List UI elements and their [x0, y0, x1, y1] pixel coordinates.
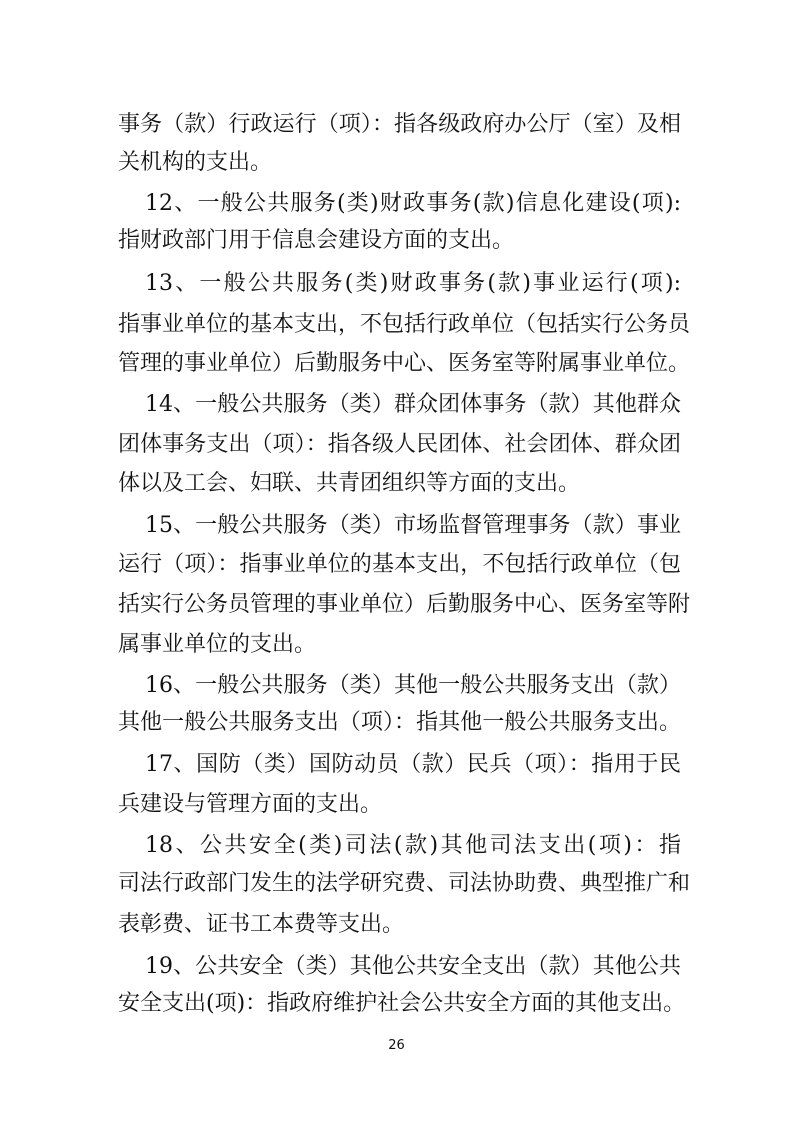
text-line: 体以及工会、妇联、共青团组织等方面的支出。: [118, 471, 581, 496]
text-line: 兵建设与管理方面的支出。: [118, 792, 383, 817]
text-line: 事务（款）行政运行（项）：指各级政府办公厅（室）及相: [118, 112, 681, 137]
text-line: 运行（项）：指事业单位的基本支出，不包括行政单位（包: [118, 552, 681, 577]
text-line: 表彰费、证书工本费等支出。: [118, 912, 405, 937]
text-line: 13、一般公共服务(类)财政事务(款)事业运行(项):: [145, 271, 681, 296]
text-line: 18、公共安全(类)司法(款)其他司法支出(项)：指: [145, 833, 681, 858]
text-line: 司法行政部门发生的法学研究费、司法协助费、典型推广和: [118, 871, 691, 896]
text-line: 17、国防（类）国防动员（款）民兵（项）：指用于民: [145, 752, 681, 777]
text-line: 属事业单位的支出。: [118, 632, 317, 657]
text-line: 指事业单位的基本支出，不包括行政单位（包括实行公务员: [118, 312, 691, 337]
text-line: 16、一般公共服务（类）其他一般公共服务支出（款）: [145, 673, 681, 698]
text-line: 团体事务支出（项）：指各级人民团体、社会团体、群众团: [118, 432, 681, 457]
text-line: 15、一般公共服务（类）市场监督管理事务（款）事业: [145, 513, 681, 538]
text-line: 指财政部门用于信息会建设方面的支出。: [118, 228, 515, 253]
text-line: 其他一般公共服务支出（项）：指其他一般公共服务支出。: [118, 710, 681, 735]
page-number: 26: [388, 1038, 405, 1053]
text-line: 管理的事业单位）后勤服务中心、医务室等附属事业单位。: [118, 351, 691, 376]
text-line: 括实行公务员管理的事业单位）后勤服务中心、医务室等附: [118, 592, 691, 617]
text-line: 14、一般公共服务（类）群众团体事务（款）其他群众: [145, 392, 681, 417]
text-line: 19、公共安全（类）其他公共安全支出（款）其他公共: [145, 954, 681, 979]
text-line: 12、一般公共服务(类)财政事务(款)信息化建设(项):: [145, 191, 681, 216]
text-line: 关机构的支出。: [118, 150, 273, 175]
text-line: 安全支出(项)：指政府维护社会公共安全方面的其他支出。: [118, 991, 686, 1016]
